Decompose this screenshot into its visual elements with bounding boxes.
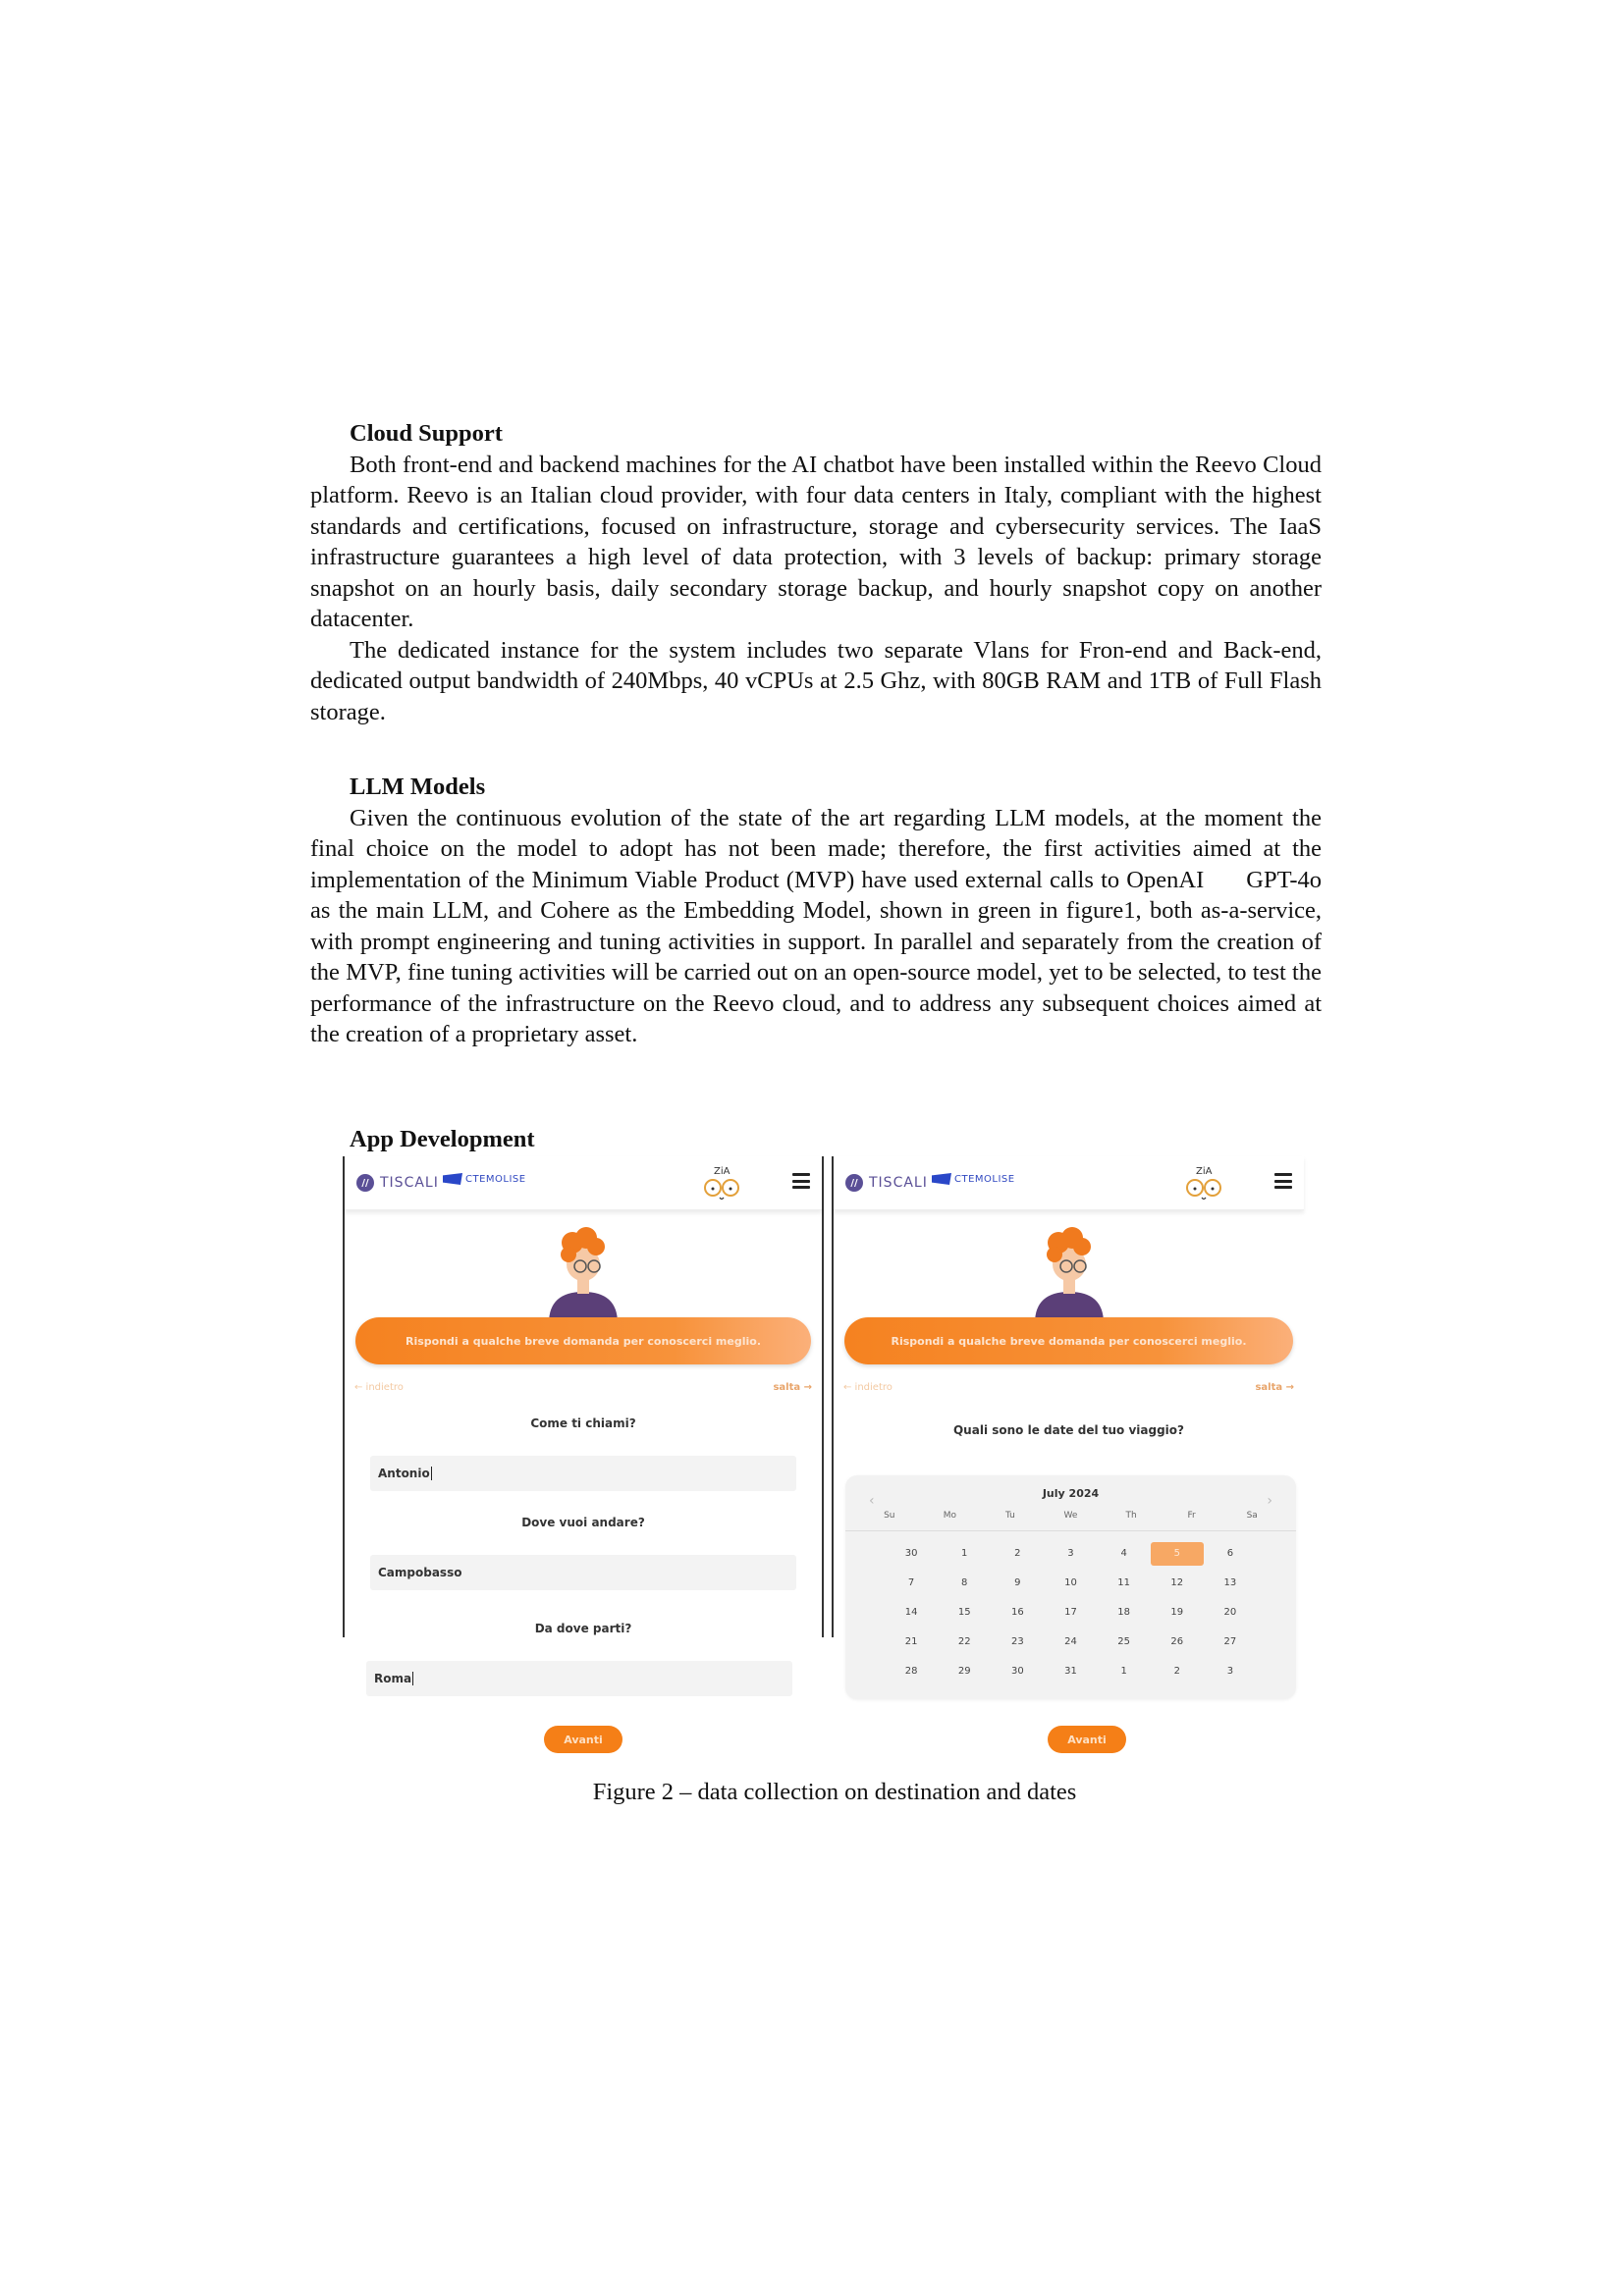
zia-logo-icon	[1182, 1162, 1225, 1203]
calendar-day[interactable]: 24	[1064, 1636, 1077, 1647]
calendar-day[interactable]: 8	[961, 1577, 968, 1588]
destination-input[interactable]: Campobasso	[370, 1555, 796, 1590]
chevron-right-icon[interactable]: ›	[1267, 1493, 1272, 1509]
calendar-day[interactable]: 30	[904, 1548, 918, 1559]
next-button[interactable]: Avanti	[544, 1726, 622, 1753]
calendar-day[interactable]: 22	[957, 1636, 971, 1647]
calendar-day[interactable]: 7	[907, 1577, 915, 1588]
frame-border	[832, 1156, 834, 1637]
calendar-day[interactable]: 29	[957, 1666, 971, 1677]
text-caret	[412, 1672, 413, 1685]
tiscali-logo: // TISCALI	[845, 1174, 928, 1192]
calendar-day[interactable]: 17	[1064, 1607, 1077, 1618]
calendar-day[interactable]: 10	[1064, 1577, 1077, 1588]
calendar-day[interactable]: 3	[1067, 1548, 1074, 1559]
text-caret	[431, 1467, 432, 1480]
skip-link[interactable]: salta →	[1255, 1382, 1294, 1393]
skip-link[interactable]: salta →	[773, 1382, 812, 1393]
calendar-day[interactable]: 20	[1223, 1607, 1237, 1618]
section-llm-models	[310, 772, 1328, 1050]
question-origin-label: Da dove parti?	[534, 1622, 632, 1635]
next-button[interactable]: Avanti	[1048, 1726, 1126, 1753]
hamburger-menu-icon[interactable]	[792, 1173, 810, 1189]
ctemolise-logo: CTEMOLISE	[443, 1173, 526, 1185]
calendar-day[interactable]: 3	[1226, 1666, 1234, 1677]
intro-banner: Rispondi a qualche breve domanda per conoscerci meglio.	[355, 1317, 811, 1364]
tiscali-logo: // TISCALI	[356, 1174, 439, 1192]
calendar-day[interactable]: 9	[1014, 1577, 1021, 1588]
calendar-day[interactable]: 2	[1173, 1666, 1180, 1677]
hamburger-menu-icon[interactable]	[1274, 1173, 1292, 1189]
calendar-month-title: July 2024	[1042, 1487, 1100, 1500]
svg-text:ZiA: ZiA	[1196, 1166, 1213, 1177]
section-heading: App Development	[350, 1126, 535, 1152]
frame-border	[343, 1156, 345, 1637]
app-screenshot-name-destination	[343, 1156, 824, 1770]
section-heading: LLM Models	[350, 774, 486, 800]
question-dates-label: Quali sono le date del tuo viaggio?	[952, 1423, 1185, 1437]
calendar-day[interactable]: 1	[961, 1548, 968, 1559]
avatar-illustration	[529, 1225, 637, 1323]
app-header	[834, 1156, 1304, 1210]
app-screenshot-dates	[832, 1156, 1306, 1770]
flag-icon	[932, 1173, 951, 1185]
avatar-illustration	[1015, 1225, 1123, 1323]
section-cloud-support	[310, 418, 1322, 727]
calendar-day[interactable]: 4	[1120, 1548, 1127, 1559]
calendar-day[interactable]: 21	[904, 1636, 918, 1647]
ctemolise-logo: CTEMOLISE	[932, 1173, 1015, 1185]
section-heading: Cloud Support	[350, 420, 503, 447]
calendar-day-selected[interactable]: 5	[1151, 1542, 1204, 1566]
origin-input[interactable]: Roma	[366, 1661, 792, 1696]
flag-icon	[443, 1173, 462, 1185]
frame-border	[822, 1156, 824, 1637]
tiscali-mark-icon: //	[356, 1174, 374, 1192]
calendar-day[interactable]: 23	[1010, 1636, 1024, 1647]
paragraph: The dedicated instance for the system includes two separate Vlans for Fron-end and Back-end, dedicated output bandwidth of 240Mbps, 40 vCPUs at 2.5 Ghz, with 80GB RAM and 1TB of Full Flash storage.	[310, 636, 1322, 725]
calendar-day[interactable]: 27	[1223, 1636, 1237, 1647]
back-link[interactable]: ← indietro	[354, 1382, 404, 1393]
date-picker[interactable]	[845, 1475, 1296, 1699]
paragraph: Given the continuous evolution of the state of the art regarding LLM models, at the moment the final choice on the model to adopt has not been made; therefore, the first activities aimed at the implementation of the Minimum Viable Product (MVP) have used external calls to OpenAI GPT-4o as the main LLM, and Cohere as the Embedding Model, shown in green in figure1, both as-a-service, with prompt engineering and tuning activities in support. In parallel and separately from the creation of the MVP, fine tuning activities will be carried out on an open-source model, yet to be selected, to test the performance of the infrastructure on the Reevo cloud, and to address any subsequent choices aimed at the creation of a proprietary asset.	[310, 804, 1328, 1047]
app-header	[345, 1156, 822, 1210]
calendar-day[interactable]: 15	[957, 1607, 971, 1618]
paragraph: Both front-end and backend machines for the AI chatbot have been installed within the Reevo Cloud platform. Reevo is an Italian cloud provider, with four data centers in Italy, compliant with the highest standards and certifications, focused on infrastructure, storage and cybersecurity services. The IaaS infrastructure guarantees a high level of data protection, with 3 levels of backup: primary storage snapshot on an hourly basis, daily secondary storage backup, and hourly snapshot copy on another datacenter.	[310, 451, 1322, 632]
back-link[interactable]: ← indietro	[843, 1382, 893, 1393]
zia-logo-icon	[700, 1162, 743, 1203]
calendar-days	[885, 1542, 1257, 1683]
calendar-day[interactable]: 1	[1120, 1666, 1127, 1677]
calendar-day[interactable]: 19	[1170, 1607, 1184, 1618]
calendar-day[interactable]: 16	[1010, 1607, 1024, 1618]
tiscali-mark-icon: //	[845, 1174, 863, 1192]
calendar-day[interactable]: 26	[1170, 1636, 1184, 1647]
calendar-day[interactable]: 12	[1170, 1577, 1184, 1588]
question-name-label: Come ti chiami?	[530, 1416, 636, 1430]
calendar-day[interactable]: 11	[1117, 1577, 1130, 1588]
question-destination-label: Dove vuoi andare?	[521, 1516, 645, 1529]
figure-caption: Figure 2 – data collection on destination and dates	[592, 1779, 1077, 1805]
calendar-day[interactable]: 25	[1117, 1636, 1130, 1647]
calendar-day[interactable]: 14	[904, 1607, 918, 1618]
intro-banner: Rispondi a qualche breve domanda per conoscerci meglio.	[844, 1317, 1293, 1364]
calendar-day[interactable]: 30	[1010, 1666, 1024, 1677]
weekday-header: Su Mo Tu We Th Fr Sa	[884, 1511, 1258, 1521]
svg-text:ZiA: ZiA	[714, 1166, 730, 1177]
calendar-day[interactable]: 18	[1117, 1607, 1130, 1618]
calendar-day[interactable]: 13	[1223, 1577, 1237, 1588]
chevron-left-icon[interactable]: ‹	[869, 1493, 875, 1509]
calendar-day[interactable]: 31	[1064, 1666, 1077, 1677]
calendar-day[interactable]: 2	[1014, 1548, 1021, 1559]
calendar-day[interactable]: 6	[1226, 1548, 1234, 1559]
calendar-day[interactable]: 28	[904, 1666, 918, 1677]
name-input[interactable]: Antonio	[370, 1456, 796, 1491]
divider	[845, 1530, 1296, 1531]
